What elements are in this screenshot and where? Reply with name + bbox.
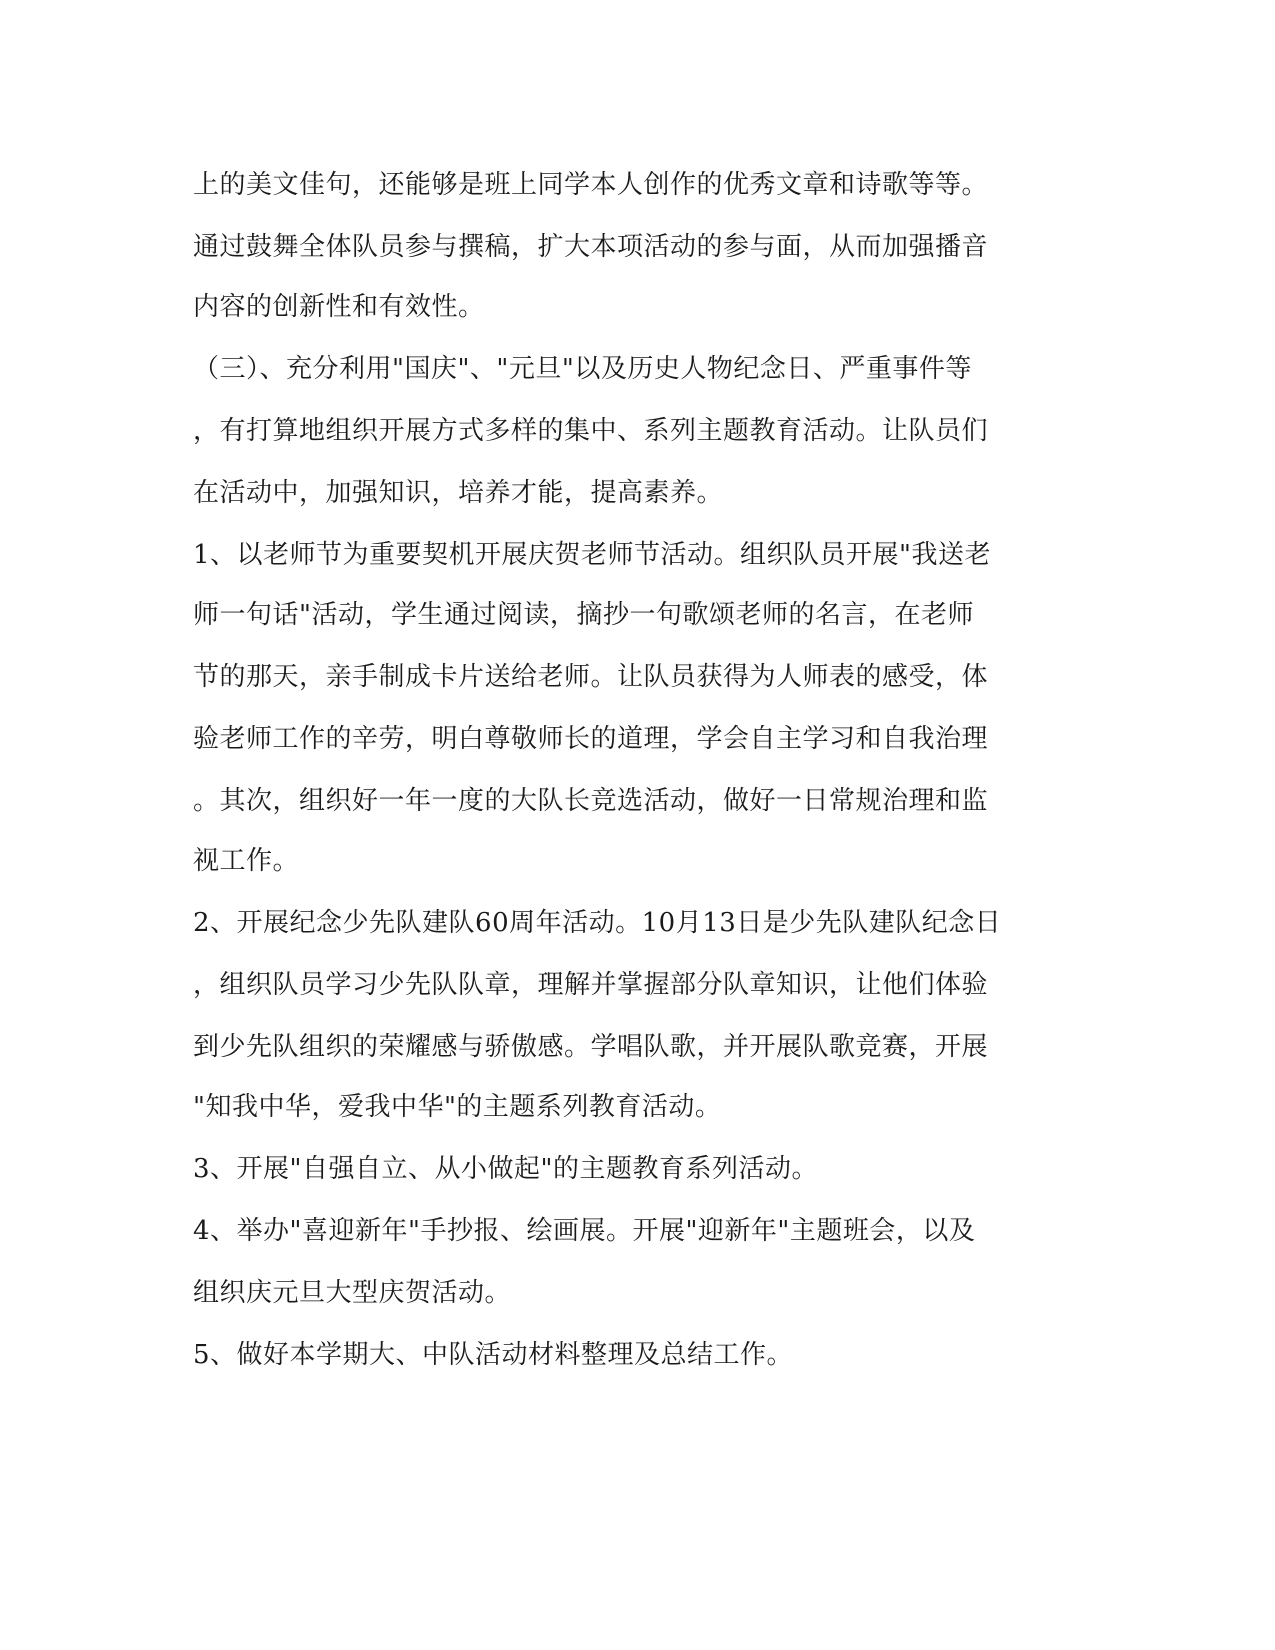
text-line: "知我中华，爱我中华"的主题系列教育活动。 xyxy=(193,1092,722,1122)
text-line: 。其次，组织好一年一度的大队长竞选活动，做好一日常规治理和监 xyxy=(193,786,989,816)
text-line: 验老师工作的辛劳，明白尊敬师长的道理，学会自主学习和自我治理 xyxy=(193,724,989,754)
text-line: 5、做好本学期大、中队活动材料整理及总结工作。 xyxy=(193,1340,794,1370)
text-line: 通过鼓舞全体队员参与撰稿，扩大本项活动的参与面，从而加强播音 xyxy=(193,232,989,262)
text-line: 1、以老师节为重要契机开展庆贺老师节活动。组织队员开展"我送老 xyxy=(193,540,992,570)
text-line: 师一句话"活动，学生通过阅读，摘抄一句歌颂老师的名言，在老师 xyxy=(193,600,974,630)
text-line: （三）、充分利用"国庆"、"元旦"以及历史人物纪念日、严重事件等 xyxy=(193,354,972,384)
text-line: 3、开展"自强自立、从小做起"的主题教育系列活动。 xyxy=(193,1154,818,1184)
text-line: 节的那天，亲手制成卡片送给老师。让队员获得为人师表的感受，体 xyxy=(193,662,989,692)
text-line: 2、开展纪念少先队建队60周年活动。10月13日是少先队建队纪念日 xyxy=(193,908,1002,938)
text-line: 4、举办"喜迎新年"手抄报、绘画展。开展"迎新年"主题班会，以及 xyxy=(193,1216,976,1246)
text-line: 内容的创新性和有效性。 xyxy=(193,292,485,322)
text-line: 在活动中，加强知识，培养才能，提高素养。 xyxy=(193,478,724,508)
text-line: 视工作。 xyxy=(193,846,300,876)
text-line: 组织庆元旦大型庆贺活动。 xyxy=(193,1278,512,1308)
text-line: ，组织队员学习少先队队章，理解并掌握部分队章知识，让他们体验 xyxy=(193,970,989,1000)
text-line: 上的美文佳句，还能够是班上同学本人创作的优秀文章和诗歌等等。 xyxy=(193,170,989,200)
text-line: 到少先队组织的荣耀感与骄傲感。学唱队歌，并开展队歌竞赛，开展 xyxy=(193,1032,989,1062)
text-line: ，有打算地组织开展方式多样的集中、系列主题教育活动。让队员们 xyxy=(193,416,989,446)
